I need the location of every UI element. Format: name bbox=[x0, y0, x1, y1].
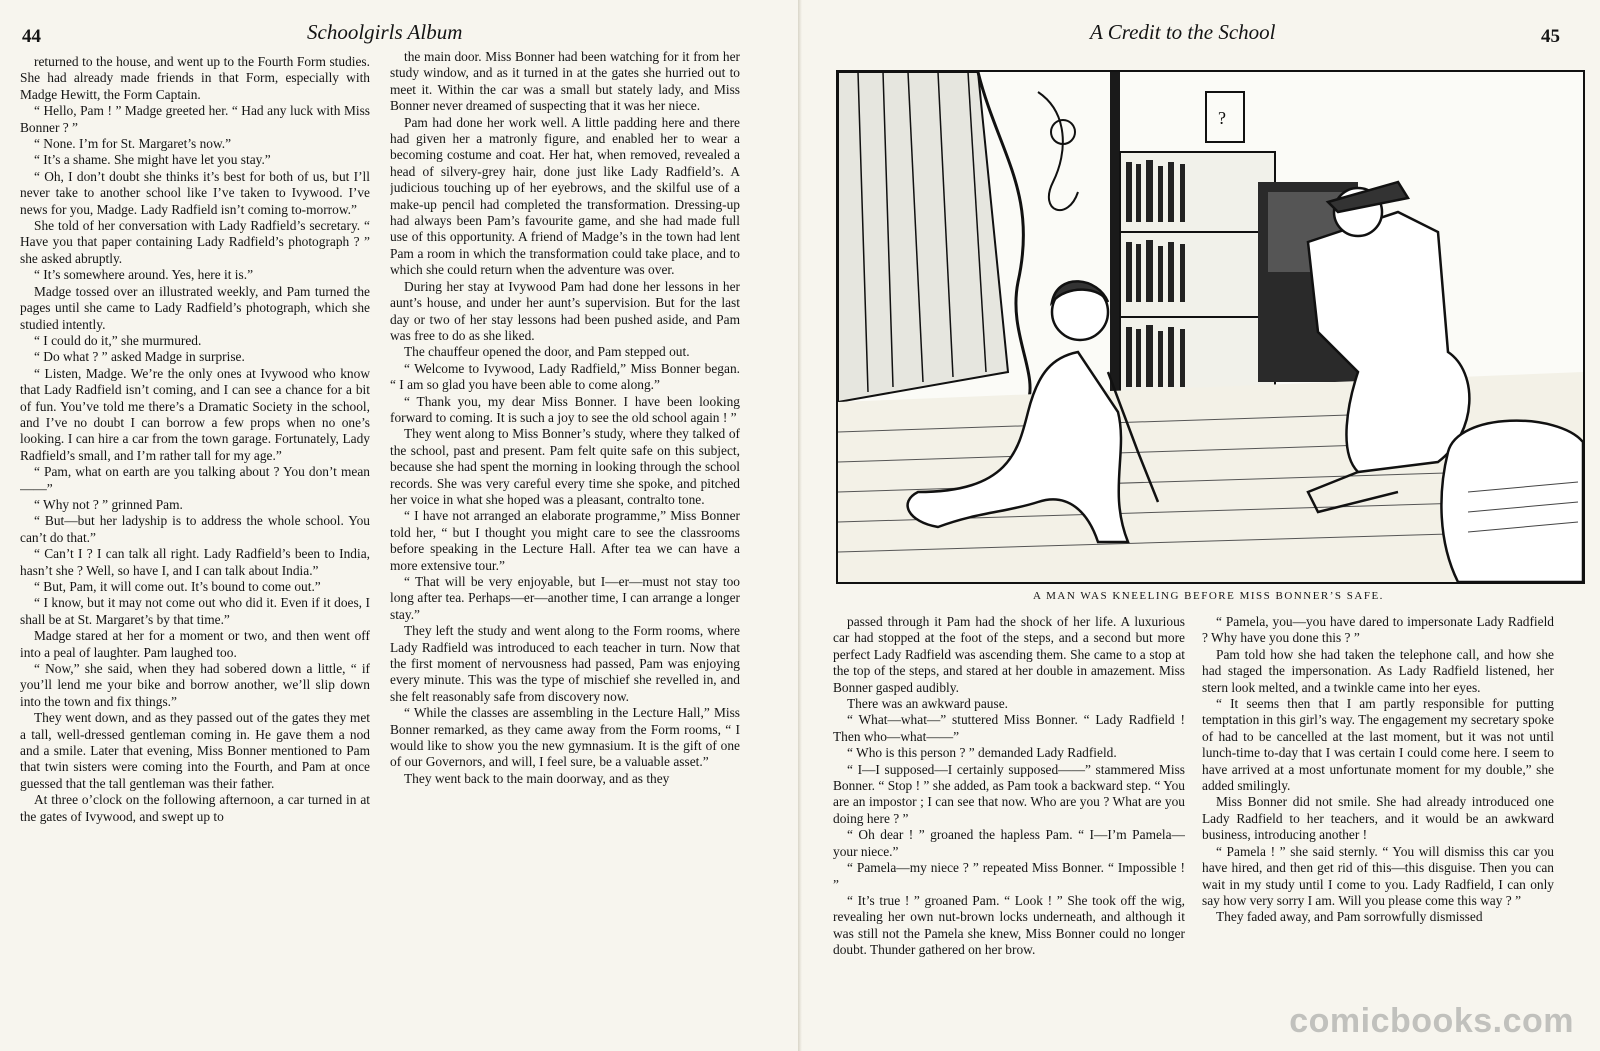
paragraph: “ But—but her ladyship is to address the whole school. You can’t do that.” bbox=[20, 513, 370, 545]
paragraph: “ I know, but it may not come out who did it. Even if it does, I shall be at St. Margaret’s by that time.” bbox=[20, 595, 370, 627]
paragraph: During her stay at Ivywood Pam had done her lessons in her aunt’s house, and under her aunt’s supervision. But for the last day or two of her stay lessons had been pushed aside, and Pam was free to do as she liked. bbox=[390, 278, 740, 343]
paragraph: They went down, and as they passed out of the gates they met a tall, well-dressed gentleman coming in. He gave them a nod and a smile. Later that evening, Miss Bonner mentioned to Pam that twin sisters were coming into the Fourth, and Pam at once guessed that the tall gentleman was their father. bbox=[20, 710, 370, 791]
paragraph: They went along to Miss Bonner’s study, where they talked of the school, past and present. Pam felt quite safe on this subject, because she had spent the morning in looking through the school records. She was very careful every time she spoke, and pitched her voice in what she hoped was a pleasant, contralto tone. bbox=[390, 426, 740, 507]
text-column-left-2 bbox=[390, 49, 740, 1044]
paragraph: They left the study and went along to the Form rooms, where Lady Radfield was introduced to each teacher in turn. Now that the first moment of nervousness had passed, Pam was enjoying every minute. This was the type of mischief she revelled in, and she felt reasonably safe from discovery now. bbox=[390, 623, 740, 704]
paragraph: “ Listen, Madge. We’re the only ones at Ivywood who know that Lady Radfield isn’t coming, and I can see a chance for a bit of fun. You’ve told me there’s a Dramatic Society in the school, and I’ve no doubt I can borrow a few props when no one’s looking. I can hire a car from the town garage. Fortunately, Lady Radfield’s small, and I’m rather tall for my age.” bbox=[20, 365, 370, 463]
paragraph: “ Can’t I ? I can talk all right. Lady Radfield’s been to India, hasn’t she ? Well, so have I, and I can talk about India.” bbox=[20, 546, 370, 578]
watermark: comicbooks.com bbox=[1289, 1002, 1574, 1040]
paragraph: “ I have not arranged an elaborate programme,” Miss Bonner told her, “ but I thought you might care to see the classrooms before speaking in the Lecture Hall. After tea we can have a more extensive tour.” bbox=[390, 508, 740, 573]
paragraph: “ Oh, I don’t doubt she thinks it’s best for both of us, but I’ll never take to another school like I’ve taken to Ivywood. I’ve news for you, Madge. Lady Radfield isn’t coming to-morrow.” bbox=[20, 168, 370, 217]
paragraph: Madge stared at her for a moment or two, and then went off into a peal of laughter. Pam laughed too. bbox=[20, 628, 370, 660]
paragraph: “ Who is this person ? ” demanded Lady Radfield. bbox=[847, 745, 1117, 761]
paragraph: “ Welcome to Ivywood, Lady Radfield,” Miss Bonner began. “ I am so glad you have been able to come along.” bbox=[390, 360, 740, 393]
paragraph: Madge tossed over an illustrated weekly, and Pam turned the pages until she came to Lady Radfield’s photograph, which she studied intently. bbox=[20, 283, 370, 332]
paragraph: Miss Bonner did not smile. She had already introduced one Lady Radfield to her teachers, and it would be an awkward business, introducing another ! bbox=[1202, 794, 1554, 843]
running-header-right: A Credit to the School bbox=[1090, 20, 1276, 44]
paragraph: “ Pamela, you—you have dared to impersonate Lady Radfield ? Why have you done this ? ” bbox=[1202, 614, 1554, 646]
page-number-right: 45 bbox=[1541, 26, 1560, 47]
paragraph: Pam told how she had taken the telephone call, and how she had staged the impersonation. As Lady Radfield listened, her stern look melted, and a twinkle came into her eyes. bbox=[1202, 646, 1554, 695]
paragraph: “ While the classes are assembling in the Lecture Hall,” Miss Bonner remarked, as they came away from the Form rooms, “ I would like to show you the new gymnasium. It is the gift of one of our Governors, and will, I feel sure, be a valuable asset.” bbox=[390, 705, 740, 770]
paragraph: The chauffeur opened the door, and Pam stepped out. bbox=[404, 344, 690, 360]
paragraph: “ Now,” she said, when they had sobered down a little, “ if you’ll lend me your bike and borrow another, we’ll slip down into the town and fix things.” bbox=[20, 661, 370, 709]
svg-text:?: ? bbox=[1218, 108, 1226, 128]
paragraph: “ What—what—” stuttered Miss Bonner. “ Lady Radfield ! Then who—what——” bbox=[833, 712, 1185, 744]
paragraph: “ I could do it,” she murmured. bbox=[34, 332, 202, 348]
paragraph: “ That will be very enjoyable, but I—er—must not stay too long after tea. Perhaps—er—another time, I can arrange a longer stay.” bbox=[390, 574, 740, 622]
paragraph: “ Pamela ! ” she said sternly. “ You will dismiss this car you have hired, and then get rid of this—this disguise. Then you can wait in my study until I come to you. Lady Radfield, I can only say how very sorry I am. Will you please come this way ? ” bbox=[1202, 843, 1554, 908]
paragraph: Pam had done her work well. A little padding here and there had given her a matronly figure, and enabled her to wear a becoming costume and coat. Her hat, when removed, revealed a head of silvery-grey hair, done just like Lady Radfield’s. A judicious touching up of her eyebrows, and the skilful use of a make-up pencil had completed the transformation. Dressing-up had always been Pam’s favourite game, and she had made full use of this opportunity. A friend of Madge’s in the town had lent Pam a room in which the transformation could take place, and to which she could return when the adventure was over. bbox=[390, 114, 740, 278]
paragraph: “ It’s a shame. She might have let you stay.” bbox=[34, 152, 271, 168]
paragraph: “ Why not ? ” grinned Pam. bbox=[34, 496, 183, 512]
page-number-left: 44 bbox=[22, 26, 41, 47]
paragraph: They faded away, and Pam sorrowfully dismissed bbox=[1216, 909, 1483, 925]
paragraph: “ Pam, what on earth are you talking about ? You don’t mean——” bbox=[20, 464, 370, 496]
paragraph: “ I—I supposed—I certainly supposed——” stammered Miss Bonner. “ Stop ! ” she added, as Pam took a backward step. “ You are an impostor ; I can see that now. Who are you ? What are you doing here ? ” bbox=[833, 761, 1185, 826]
paragraph: passed through it Pam had the shock of her life. A luxurious car had stopped at the foot of the steps, and a second but more perfect Lady Radfield was ascending them. She came to a stop at the top of the steps, and stared at her double in amazement. Miss Bonner gasped audibly. bbox=[833, 614, 1185, 695]
running-header-left: Schoolgirls Album bbox=[307, 20, 463, 44]
paragraph: There was an awkward pause. bbox=[847, 696, 1008, 712]
paragraph: “ Pamela—my niece ? ” repeated Miss Bonner. “ Impossible ! ” bbox=[833, 860, 1185, 892]
paragraph: “ It’s true ! ” groaned Pam. “ Look ! ” She took off the wig, revealing her own nut-brown locks underneath, and although it was still not the Pamela she knew, Miss Bonner could no longer doubt. Thunder gathered on her brow. bbox=[833, 892, 1185, 958]
right-page bbox=[800, 0, 1600, 1051]
paragraph: “ Oh dear ! ” groaned the hapless Pam. “ I—I’m Pamela—your niece.” bbox=[833, 827, 1185, 859]
paragraph: She told of her conversation with Lady Radfield’s secretary. “ Have you that paper containing Lady Radfield’s photograph ? ” she asked abruptly. bbox=[20, 218, 370, 266]
paragraph: “ It’s somewhere around. Yes, here it is.” bbox=[34, 267, 254, 283]
paragraph: They went back to the main doorway, and as they bbox=[404, 770, 670, 786]
illustration bbox=[836, 70, 1585, 584]
paragraph: “ Hello, Pam ! ” Madge greeted her. “ Had any luck with Miss Bonner ? ” bbox=[20, 103, 370, 135]
paragraph: the main door. Miss Bonner had been watching for it from her study window, and as it turned in at the gates she hurried out to meet it. Within the car was a small but stately lady, and Miss Bonner never dreamed of suspecting that it was her niece. bbox=[390, 49, 740, 114]
text-column-left-1 bbox=[20, 54, 370, 1044]
paragraph: “ None. I’m for St. Margaret’s now.” bbox=[34, 136, 232, 152]
illustration-caption: A MAN WAS KNEELING BEFORE MISS BONNER’S SAFE. bbox=[1033, 590, 1384, 602]
paragraph: “ But, Pam, it will come out. It’s bound to come out.” bbox=[34, 579, 321, 594]
paragraph: “ Thank you, my dear Miss Bonner. I have been looking forward to coming. It is such a joy to see the old school again ! ” bbox=[390, 393, 740, 425]
paragraph: “ It seems then that I am partly responsible for putting temptation in this girl’s way. The engagement my secretary spoke of had to be cancelled at the last moment, but it was not until lunch-time to-day that I was certain I could come here. I seem to have arrived at a most unfortunate moment for my double,” she added smilingly. bbox=[1202, 696, 1554, 794]
paragraph: returned to the house, and went up to the Fourth Form studies. She had already made friends in that Form, especially with Madge Hewitt, the Form Captain. bbox=[20, 54, 370, 102]
text-column-right-2 bbox=[1202, 614, 1554, 1044]
text-column-right-1 bbox=[833, 614, 1185, 1044]
paragraph: “ Do what ? ” asked Madge in surprise. bbox=[34, 349, 245, 365]
paragraph: At three o’clock on the following afternoon, a car turned in at the gates of Ivywood, and swept up to bbox=[20, 792, 370, 824]
illustration-drawing bbox=[838, 72, 1583, 582]
